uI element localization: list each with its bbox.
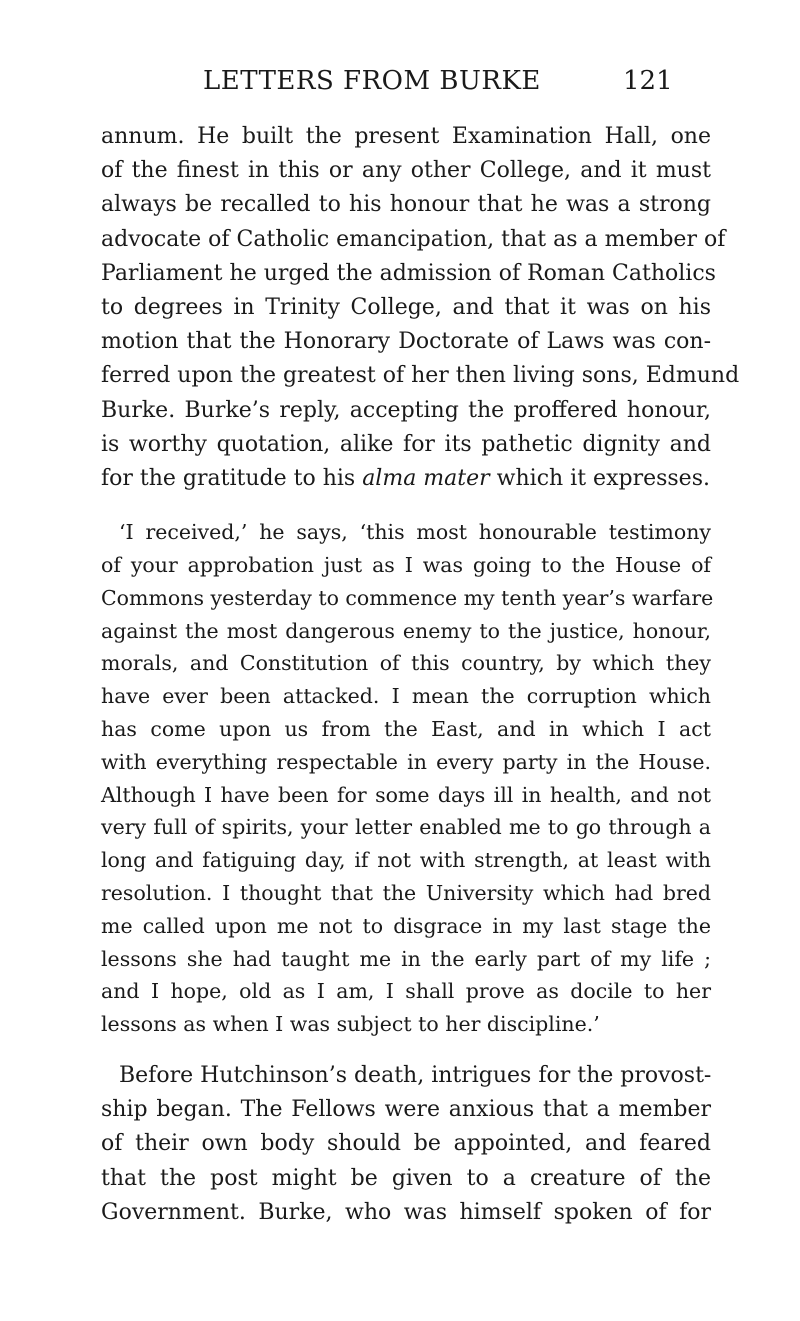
text-line: resolution. I thought that the University which had bred bbox=[101, 881, 711, 905]
text-line: motion that the Honorary Doctorate of Laws was con- bbox=[101, 329, 711, 355]
text-line: ship began. The Fellows were anxious that a member bbox=[101, 1097, 711, 1123]
text-line: ferred upon the greatest of her then living sons, Edmund bbox=[101, 363, 740, 389]
text-line: long and fatiguing day, if not with strength, at least with bbox=[101, 848, 711, 873]
text-line: lessons as when I was subject to her discipline.’ bbox=[101, 1012, 600, 1037]
text-line: with everything respectable in every party in the House. bbox=[101, 749, 711, 774]
text-line: me called upon me not to disgrace in my last stage the bbox=[101, 913, 711, 938]
text-segment: which it expresses. bbox=[489, 466, 710, 492]
text-line: Burke. Burke’s reply, accepting the proffered honour, bbox=[101, 397, 711, 423]
italic-phrase: alma mater bbox=[362, 466, 490, 492]
text-line: Government. Burke, who was himself spoken of for bbox=[101, 1199, 711, 1225]
text-segment: for the gratitude to his bbox=[101, 466, 363, 492]
text-line: of the finest in this or any other College, and it must bbox=[101, 158, 711, 184]
text-line: lessons she had taught me in the early part of my life ; bbox=[101, 946, 711, 971]
text-line: Before Hutchinson’s death, intrigues for the provost- bbox=[119, 1062, 712, 1088]
text-line: has come upon us from the East, and in which I act bbox=[101, 717, 711, 742]
text-line: morals, and Constitution of this country, by which they bbox=[101, 651, 711, 676]
text-line: of your approbation just as I was going to the House of bbox=[101, 553, 711, 578]
running-head: LETTERS FROM BURKE bbox=[203, 66, 541, 96]
text-line: advocate of Catholic emancipation, that as a member of bbox=[101, 226, 726, 252]
paragraph-1 bbox=[101, 120, 740, 496]
page-number: 121 bbox=[623, 66, 673, 96]
text-line: ‘I received,’ he says, ‘this most honourable testimony bbox=[119, 520, 711, 545]
text-line: is worthy quotation, alike for its pathetic dignity and bbox=[101, 431, 711, 457]
body-text bbox=[101, 120, 740, 1230]
text-line: Although I have been for some days ill in health, and not bbox=[101, 782, 711, 807]
text-line: Parliament he urged the admission of Roman Catholics bbox=[101, 260, 716, 286]
text-line: against the most dangerous enemy to the justice, honour, bbox=[101, 618, 711, 643]
paragraph-2-quotation bbox=[101, 516, 714, 1041]
text-line: Commons yesterday to commence my tenth year’s warfare bbox=[101, 585, 714, 610]
text-line bbox=[101, 462, 711, 496]
text-line: always be recalled to his honour that he was a strong bbox=[101, 192, 711, 218]
text-line: that the post might be given to a creature of the bbox=[101, 1165, 711, 1191]
text-line: of their own body should be appointed, and feared bbox=[101, 1131, 711, 1157]
text-line: and I hope, old as I am, I shall prove as docile to her bbox=[101, 979, 711, 1004]
text-line: have ever been attacked. I mean the corruption which bbox=[101, 684, 711, 709]
text-line: to degrees in Trinity College, and that it was on his bbox=[101, 295, 711, 321]
text-line: annum. He built the present Examination Hall, one bbox=[101, 124, 711, 149]
paragraph-3 bbox=[101, 1059, 711, 1230]
text-line: very full of spirits, your letter enabled me to go through a bbox=[101, 815, 711, 840]
page-header bbox=[0, 66, 800, 106]
